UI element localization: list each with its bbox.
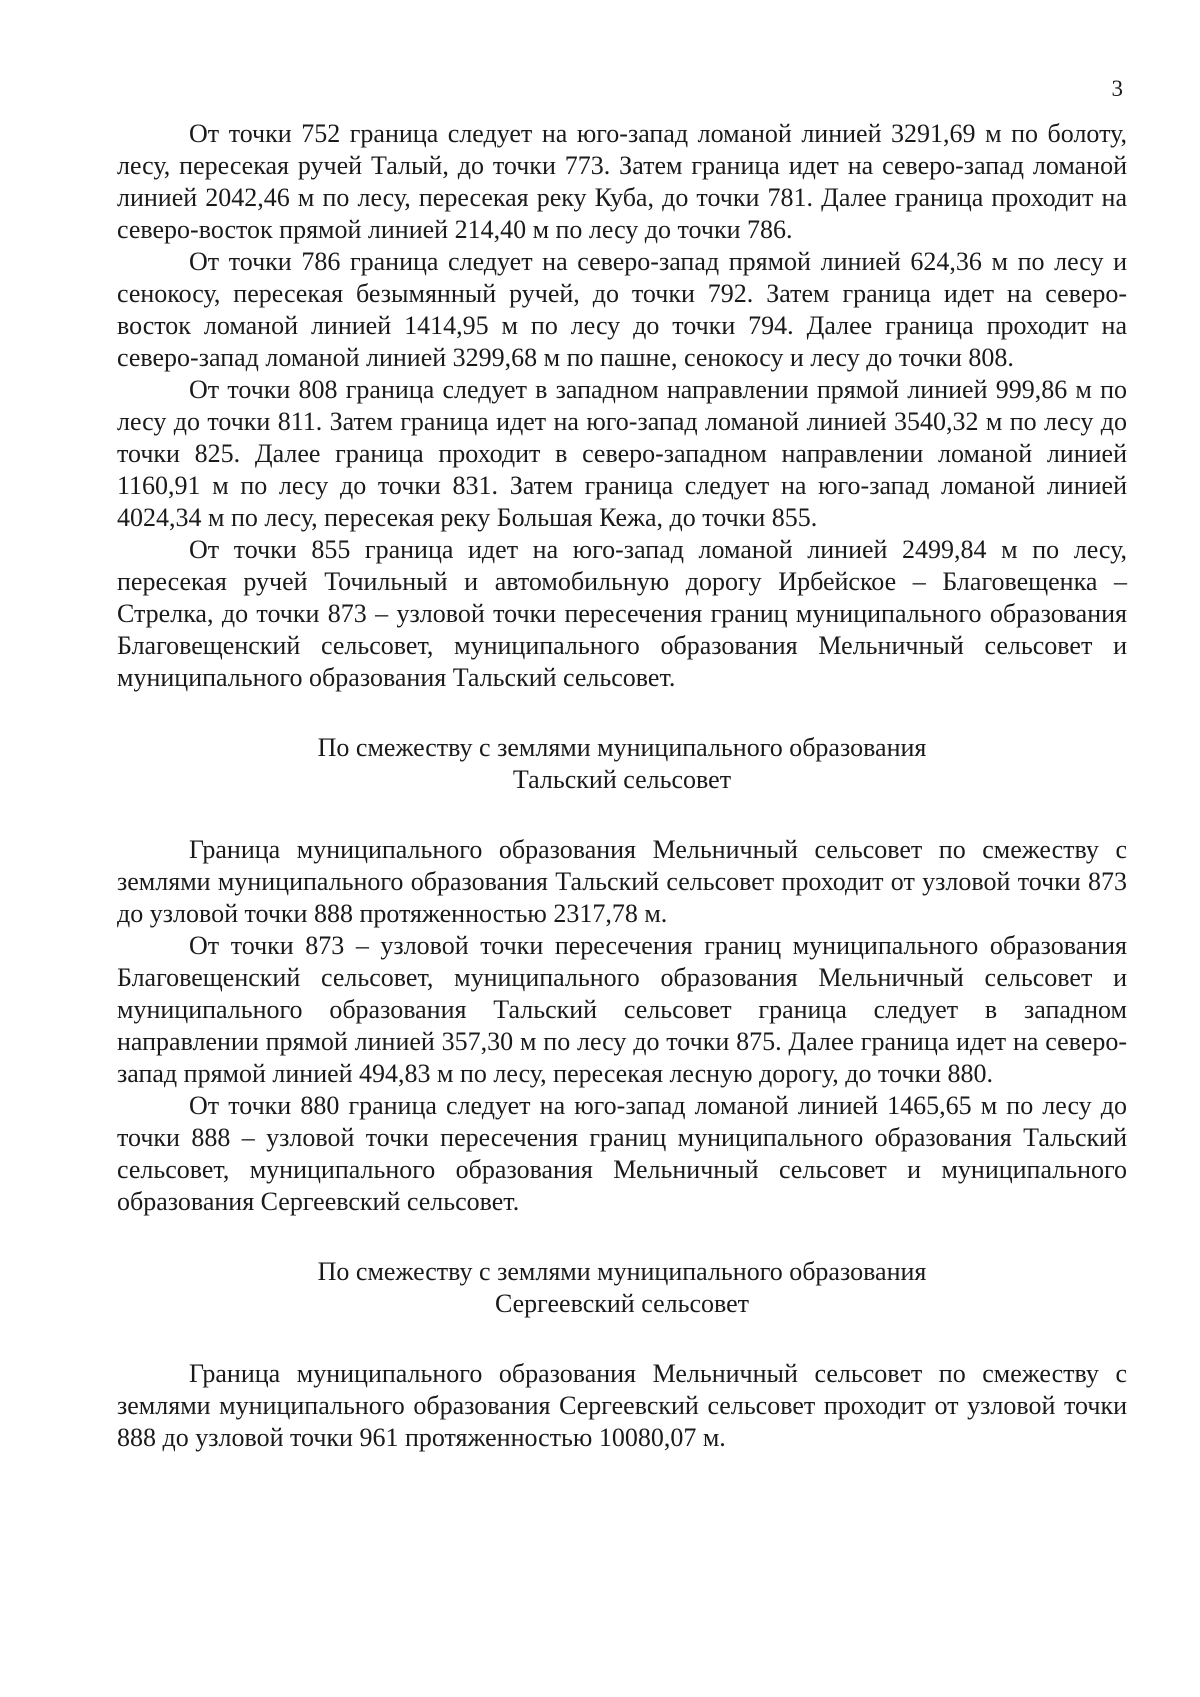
section-heading-talsky-line2: Тальский сельсовет	[512, 765, 732, 794]
paragraph-sergeevsky-summary: Граница муниципального образования Мельничный сельсовет по смежеству с землями муниципального образования Сергеевский сельсовет проходит от узловой точки 888 до узловой точки 961 протяженностью 10080,07 м.	[117, 1359, 1127, 1452]
section-heading-sergeevsky-line2: Сергеевский сельсовет	[494, 1289, 750, 1318]
paragraph-point-873: От точки 873 – узловой точки пересечения границ муниципального образования Благовещенский сельсовет, муниципального образования Мельничный сельсовет и муниципального образования Тальский сельсовет граница следует в западном направлении прямой линией 357,30 м по лесу до точки 875. Далее граница идет на северо-запад прямой линией 494,83 м по лесу, пересекая лесную дорогу, до точки 880.	[117, 931, 1127, 1088]
page-number: 3	[1111, 76, 1123, 101]
section-heading-talsky-line1: По смежеству с землями муниципального образования	[317, 733, 927, 762]
paragraph-point-752: От точки 752 граница следует на юго-запад ломаной линией 3291,69 м по болоту, лесу, пересекая ручей Талый, до точки 773. Затем граница идет на северо-запад ломаной линией 2042,46 м по лесу, пересекая реку Куба, до точки 781. Далее граница проходит на северо-восток прямой линией 214,40 м по лесу до точки 786.	[117, 119, 1127, 244]
paragraph-talsky-summary: Граница муниципального образования Мельничный сельсовет по смежеству с землями муниципального образования Тальский сельсовет проходит от узловой точки 873 до узловой точки 888 протяженностью 2317,78 м.	[117, 835, 1127, 928]
section-heading-sergeevsky-line1: По смежеству с землями муниципального образования	[317, 1257, 927, 1286]
paragraph-point-786: От точки 786 граница следует на северо-запад прямой линией 624,36 м по лесу и сенокосу, пересекая безымянный ручей, до точки 792. Затем граница идет на северо-восток ломаной линией 1414,95 м по лесу до точки 794. Далее граница проходит на северо-запад ломаной линией 3299,68 м по пашне, сенокосу и лесу до точки 808.	[117, 247, 1127, 372]
paragraph-point-880: От точки 880 граница следует на юго-запад ломаной линией 1465,65 м по лесу до точки 888 – узловой точки пересечения границ муниципального образования Тальский сельсовет, муниципального образования Мельничный сельсовет и муниципального образования Сергеевский сельсовет.	[117, 1091, 1127, 1216]
section-heading-talsky	[117, 732, 1127, 796]
paragraph-point-855: От точки 855 граница идет на юго-запад ломаной линией 2499,84 м по лесу, пересекая ручей Точильный и автомобильную дорогу Ирбейское – Благовещенка – Стрелка, до точки 873 – узловой точки пересечения границ муниципального образования Благовещенский сельсовет, муниципального образования Мельничный сельсовет и муниципального образования Тальский сельсовет.	[117, 535, 1127, 692]
document-body	[117, 118, 1127, 1454]
section-heading-sergeevsky	[117, 1256, 1127, 1320]
paragraph-point-808: От точки 808 граница следует в западном направлении прямой линией 999,86 м по лесу до точки 811. Затем граница идет на юго-запад ломаной линией 3540,32 м по лесу до точки 825. Далее граница проходит в северо-западном направлении ломаной линией 1160,91 м по лесу до точки 831. Затем граница следует на юго-запад ломаной линией 4024,34 м по лесу, пересекая реку Большая Кежа, до точки 855.	[117, 375, 1127, 532]
